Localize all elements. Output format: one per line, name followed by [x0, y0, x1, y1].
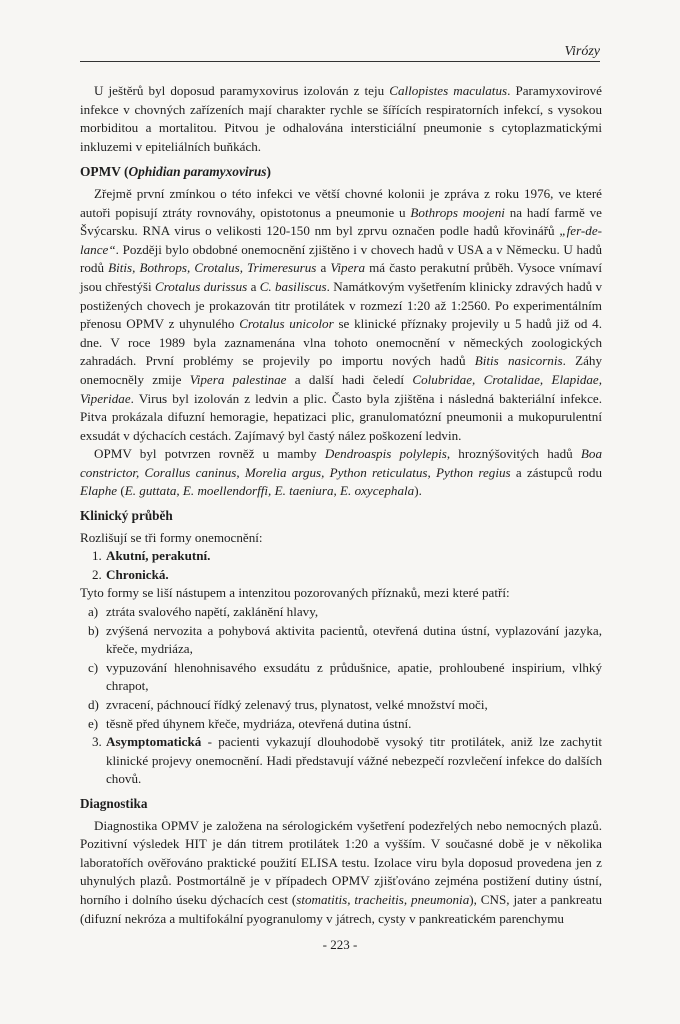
- opmv-p2-run: Boa constrictor, Corallus caninus, Morelia argus, Python reticulatus, Python regius: [80, 446, 602, 480]
- opmv-p1-run: Crotalus unicolor: [239, 316, 334, 332]
- opmv-p2-run: Dendroaspis polylepis: [324, 446, 447, 462]
- form-label: Chronická.: [106, 566, 169, 582]
- opmv-p2-run: E. guttata, E. moellendorffi, E. taeniura, E. oxycephala: [124, 483, 415, 499]
- form-number: 1.: [92, 548, 102, 564]
- heading-opmv-b: Ophidian paramyxovirus: [128, 164, 267, 180]
- opmv-p1-run: Crotalus durissus: [154, 278, 248, 294]
- form-item: [80, 547, 602, 566]
- heading-opmv-c: ): [266, 164, 271, 180]
- opmv-p1-run: . Virus byl izolován z ledvin a plic. Často byla zjištěna i následná bakteriální infekce. Pitva prokázala difuzní hemoragie, hepatizaci plic, granulomatózní pneumonii a mukopurulentní exsudát v dýchacích cestách. Zajímavý byl častý nález poškození ledvin.: [80, 390, 602, 443]
- intro-paragraph: [80, 82, 602, 156]
- opmv-p1-run: Colubridae, Crotalidae, Elapidae, Viperidae: [80, 371, 603, 406]
- opmv-p2-run: , hroznýšovitých hadů: [446, 446, 581, 462]
- diag-text-a: Diagnostika OPMV je založena na sérologickém vyšetření podezřelých nebo nemocných plazů. Pozitivní výsledek HIT je dán titrem protilátek 1:20 a vyšším. V současné době je v několika laboratořích ověřováno praktické použití ELISA testu. Izolace viru byla doposud provedena jen z uhynulých plazů. Postmortálně je v případech OPMV zjišťováno zejména postižení dutiny ústní, horního i dolního úseku dýchacích cest (: [80, 817, 602, 907]
- opmv-paragraph-1: [80, 185, 602, 445]
- opmv-p1-run: C. basiliscus: [259, 278, 327, 294]
- opmv-p1-run: . Záhy onemocněly zmije: [80, 353, 602, 387]
- forms-list: [80, 547, 602, 584]
- symptom-item: [80, 696, 602, 715]
- opmv-p1-run: na hadí farmě ve Švýcarsku. RNA virus o velikosti 120-150 nm byl zprvu označen podle hadů křovinářů: [80, 204, 602, 239]
- symptom-text: zvýšená nervozita a pohybová aktivita pacientů, otevřená dutina ústní, vyplazování jazyka, křeče, mydriáza,: [106, 622, 602, 657]
- opmv-p2-run: a zástupců rodu: [510, 464, 602, 480]
- opmv-p1-run: a: [247, 278, 260, 294]
- form-item: [80, 566, 602, 585]
- heading-opmv-a: OPMV (: [80, 164, 129, 180]
- form3-number: 3.: [92, 734, 102, 750]
- opmv-p1-run: Bitis, Bothrops, Crotalus, Trimeresurus: [108, 260, 317, 276]
- forms-intro: Rozlišují se tři formy onemocnění:: [80, 529, 263, 545]
- symptom-item: [80, 659, 602, 696]
- opmv-paragraph-2: [80, 445, 602, 501]
- section-heading-opmv: [80, 163, 602, 182]
- opmv-p1-run: Vipera: [330, 260, 366, 276]
- section-heading-klinicky: Klinický průběh: [80, 508, 173, 524]
- symptom-letter: c): [88, 659, 99, 675]
- form-number: 2.: [92, 566, 102, 582]
- symptom-letter: b): [88, 622, 99, 638]
- opmv-p2-run: OPMV byl potvrzen rovněž u mamby: [94, 446, 325, 462]
- form-label: Akutní, perakutní.: [106, 548, 211, 564]
- opmv-p2-run: Elaphe: [80, 483, 118, 499]
- section-heading-diagnostika: Diagnostika: [80, 795, 148, 811]
- symptoms-list: [80, 603, 602, 733]
- symptom-text: vypuzování hlenohnisavého exsudátu z průdušnice, apatie, prohloubené inspirium, vlhký chrapot,: [106, 659, 602, 694]
- symptom-item: [80, 715, 602, 734]
- symptom-item: [80, 622, 602, 659]
- intro-text-c: . Paramyxovirové infekce v chovných zařízeních mají charakter rychle se šířících respiratorních infekcí, s vysokou morbiditou a mortalitou. Pitvou je odhalována intersticiální pneumonie s cytoplazmatickými inkluzemi v epiteliálních buňkách.: [80, 83, 602, 154]
- symptom-text: těsně před úhynem křeče, mydriáza, otevřená dutina ústní.: [106, 715, 412, 731]
- page-content: [80, 82, 602, 928]
- opmv-p1-run: a další hadi čeledí: [286, 371, 413, 387]
- form3-text: - pacienti vykazují dlouhodobě vysoký titr protilátek, aniž lze zachytit klinické projevy onemocnění. Hadi představují vážné nebezpečí rozvlečení infekce do dalších chovů.: [106, 734, 602, 787]
- form3-label: Asymptomatická: [106, 734, 202, 750]
- opmv-p1-run: . Později bylo obdobné onemocnění zjištěno i v chovech hadů v USA a v Německu. U hadů rodů: [80, 241, 602, 276]
- opmv-p1-run: Zřejmě první zmínkou o této infekci ve větší chovné kolonii je zpráva z roku 1976, ve které autoři popisují ztráty rovnováhy, opistotonus a pneumonie u: [80, 185, 602, 220]
- diagnostika-paragraph: [80, 817, 602, 929]
- opmv-p1-run: má často perakutní průběh. Vysoce vnímaví jsou chřestýši: [80, 260, 602, 294]
- opmv-p2-run: (: [117, 483, 125, 499]
- opmv-p1-run: Bitis nasicornis: [474, 353, 563, 369]
- symptoms-intro: Tyto formy se liší nástupem a intenzitou pozorovaných příznaků, mezi které patří:: [80, 585, 510, 601]
- intro-species: Callopistes maculatus: [389, 83, 508, 98]
- intro-text-a: U ještěrů byl doposud paramyxovirus izolován z teju: [94, 83, 390, 98]
- symptom-item: [80, 603, 602, 622]
- opmv-p2-run: ).: [414, 483, 422, 499]
- opmv-p1-run: „fer-de-lance“: [80, 223, 602, 257]
- symptom-text: ztráta svalového napětí, zaklánění hlavy,: [106, 604, 319, 620]
- symptom-letter: e): [88, 715, 99, 731]
- opmv-p1-run: a: [316, 260, 331, 276]
- form3-body: [106, 733, 602, 789]
- page-number: - 223 -: [322, 937, 358, 952]
- opmv-p1-run: se klinické příznaky projevily u 5 hadů již od 4. dne. V roce 1989 byla zaznamenána vlna tohoto onemocnění v německých zoologických zahradách. První problémy se projevily po importu nových hadů: [80, 316, 603, 369]
- opmv-p1-run: Bothrops moojeni: [410, 204, 505, 220]
- symptom-letter: a): [88, 604, 99, 620]
- opmv-p1-run: Vipera palestinae: [189, 371, 287, 387]
- form-item-asymptomatic: [80, 733, 602, 789]
- symptom-letter: d): [88, 697, 99, 712]
- symptom-text: zvracení, páchnoucí řídký zelenavý trus, plynatost, velké množství moči,: [106, 697, 488, 712]
- opmv-p1-run: . Namátkovým vyšetřením klinicky zdravých hadů v postižených chovech je prokazován titr protilátek v rozmezí 1:20 až 1:2560. Po experimentálním přenosu OPMV z uhynulého: [80, 278, 603, 332]
- diag-text-b: stomatitis, tracheitis, pneumonia: [296, 891, 470, 907]
- diag-text-c: ), CNS, jater a pankreatu (difuzní nekróza a multifokální pyogranulomy v játrech, cysty v pankreatickém parenchymu: [80, 891, 603, 926]
- running-header: Virózy: [80, 44, 600, 62]
